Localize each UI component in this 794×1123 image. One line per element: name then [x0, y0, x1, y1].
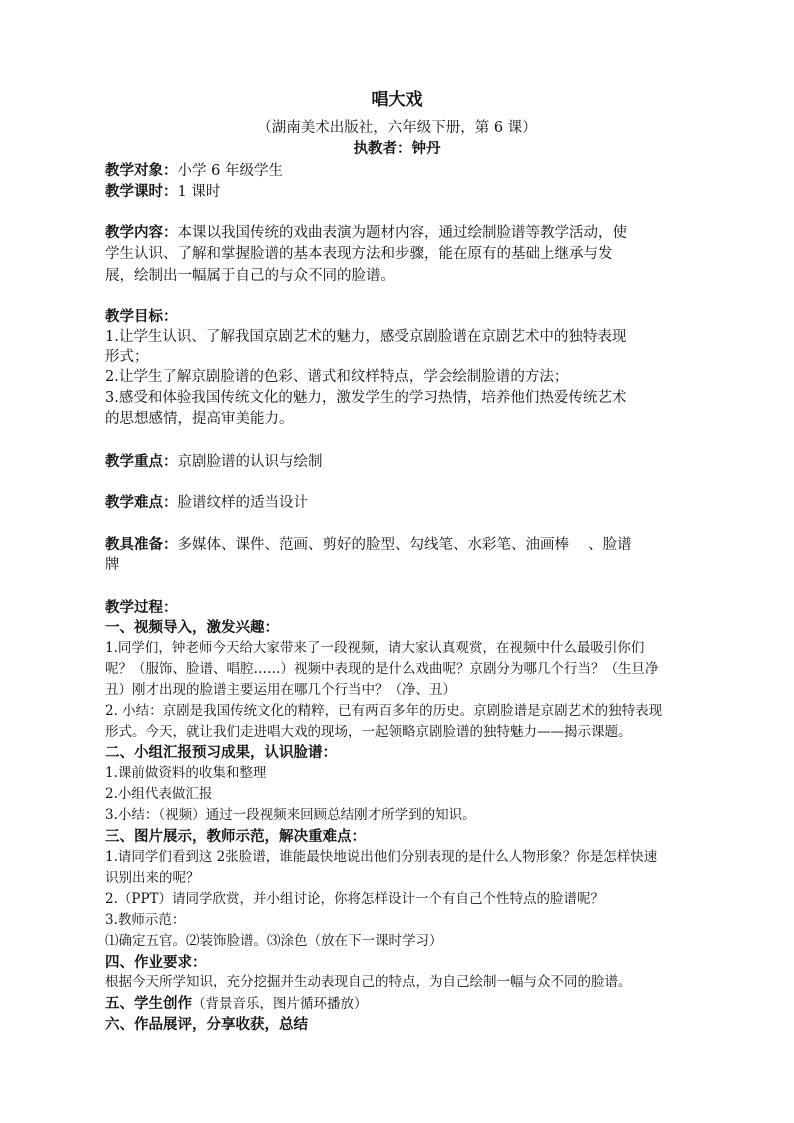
hours-row: [105, 181, 705, 203]
tools-line-2: 牌: [105, 557, 120, 573]
section-3-line-2: 识别出来的呢？: [105, 870, 200, 886]
difficulty-value: 脸谱纹样的适当设计: [177, 495, 308, 511]
section-3-title: 三、图片展示，教师示范，解决重难点：: [105, 828, 366, 845]
section-1-line-4: 2. 小结：京剧是我国传统文化的精粹，已有两百多年的历史。京剧脸谱是京剧艺术的独特表现: [105, 703, 663, 719]
goals-line-1: 1.让学生认识、了解我国京剧艺术的魅力，感受京剧脸谱在京剧艺术中的独特表现: [105, 329, 627, 345]
section-1-line-3: 丑）刚才出现的脸谱主要运用在哪几个行当中？（净、丑）: [105, 682, 456, 698]
section-6-title: 六、作品展评，分享收获，总结: [105, 1016, 308, 1033]
section-4-line-1: 根据今天所学知识，充分挖掘并生动表现自己的特点，为自己绘制一幅与众不同的脸谱。: [105, 974, 632, 990]
section-2-title: 二、小组汇报预习成果，认识脸谱：: [105, 744, 337, 761]
key-point-value: 京剧脸谱的认识与绘制: [177, 454, 323, 470]
goals-line-3: 2.让学生了解京剧脸谱的色彩、谱式和纹样特点，学会绘制脸谱的方法；: [105, 369, 569, 385]
section-3-line-3: 2.（PPT）请同学欣赏，并小组讨论，你将怎样设计一个有自己个性特点的脸谱呢？: [105, 891, 605, 907]
section-5-title: 五、学生创作: [105, 995, 192, 1012]
process-label: 教学过程：: [105, 599, 178, 616]
goals-line-4: 3.感受和体验我国传统文化的魅力，激发学生的学习热情，培养他们热爱传统艺术: [105, 390, 627, 406]
section-5-note: （背景音乐，图片循环播放）: [192, 996, 368, 1012]
tools-line-1: 多媒体、课件、范画、剪好的脸型、勾线笔、水彩笔、油画棒 、脸谱: [177, 537, 632, 553]
tools-label: 教具准备：: [105, 536, 178, 553]
section-5-row: [105, 993, 705, 1015]
page-title: 唱大戏: [371, 90, 423, 110]
section-1-line-2: 呢？（服饰、脸谱、唱腔……）视频中表现的是什么戏曲呢？京剧分为哪几个行当？（生旦净: [105, 661, 659, 677]
section-3-line-1: 1.请同学们看到这 2张脸谱，谁能最快地说出他们分别表现的是什么人物形象？你是怎样快速: [105, 849, 658, 865]
goals-label: 教学目标：: [105, 308, 178, 325]
difficulty-label: 教学难点：: [105, 494, 178, 511]
section-1-line-1: 1.同学们，钟老师今天给大家带来了一段视频，请大家认真观赏，在视频中什么最吸引你们: [105, 640, 645, 656]
content-line-1: 本课以我国传统的戏曲表演为题材内容，通过绘制脸谱等教学活动，使: [177, 225, 627, 241]
section-2-line-2: 2.小组代表做汇报: [105, 786, 213, 802]
content-line-3: 展，绘制出一幅属于自己的与众不同的脸谱。: [105, 268, 395, 284]
target-value: 小学 6 年级学生: [177, 163, 283, 179]
tools-row: [105, 534, 705, 556]
hours-label: 教学课时：: [105, 183, 178, 200]
content-row: [105, 222, 705, 244]
content-label: 教学内容：: [105, 224, 178, 241]
section-1-title: 一、视频导入，激发兴趣：: [105, 619, 279, 636]
goals-line-2: 形式；: [105, 349, 149, 365]
section-2-line-1: 1.课前做资料的收集和整理: [105, 765, 267, 781]
section-1-line-5: 形式。今天，就让我们走进唱大戏的现场，一起领略京剧脸谱的独特魅力——揭示课题。: [105, 724, 632, 740]
goals-line-5: 的思想感情，提高审美能力。: [105, 411, 294, 427]
section-2-line-3: 3.小结：（视频）通过一段视频来回顾总结刚才所学到的知识。: [105, 807, 476, 823]
content-line-2: 学生认识、了解和掌握脸谱的基本表现方法和步骤，能在原有的基础上继承与发: [105, 246, 613, 262]
key-point-row: [105, 451, 705, 473]
difficulty-row: [105, 492, 705, 514]
target-label: 教学对象：: [105, 162, 178, 179]
hours-value: 1 课时: [177, 184, 221, 200]
teacher-name: 执教者：钟丹: [353, 140, 441, 157]
key-point-label: 教学重点：: [105, 453, 178, 470]
section-4-title: 四、作业要求：: [105, 954, 207, 971]
section-3-line-4: 3.教师示范：: [105, 912, 186, 928]
target-row: [105, 160, 705, 182]
section-3-line-5: ⑴确定五官。⑵装饰脸谱。⑶涂色（放在下一课时学习）: [105, 933, 443, 949]
subtitle: （湖南美术出版社，六年级下册，第 6 课）: [257, 120, 537, 136]
